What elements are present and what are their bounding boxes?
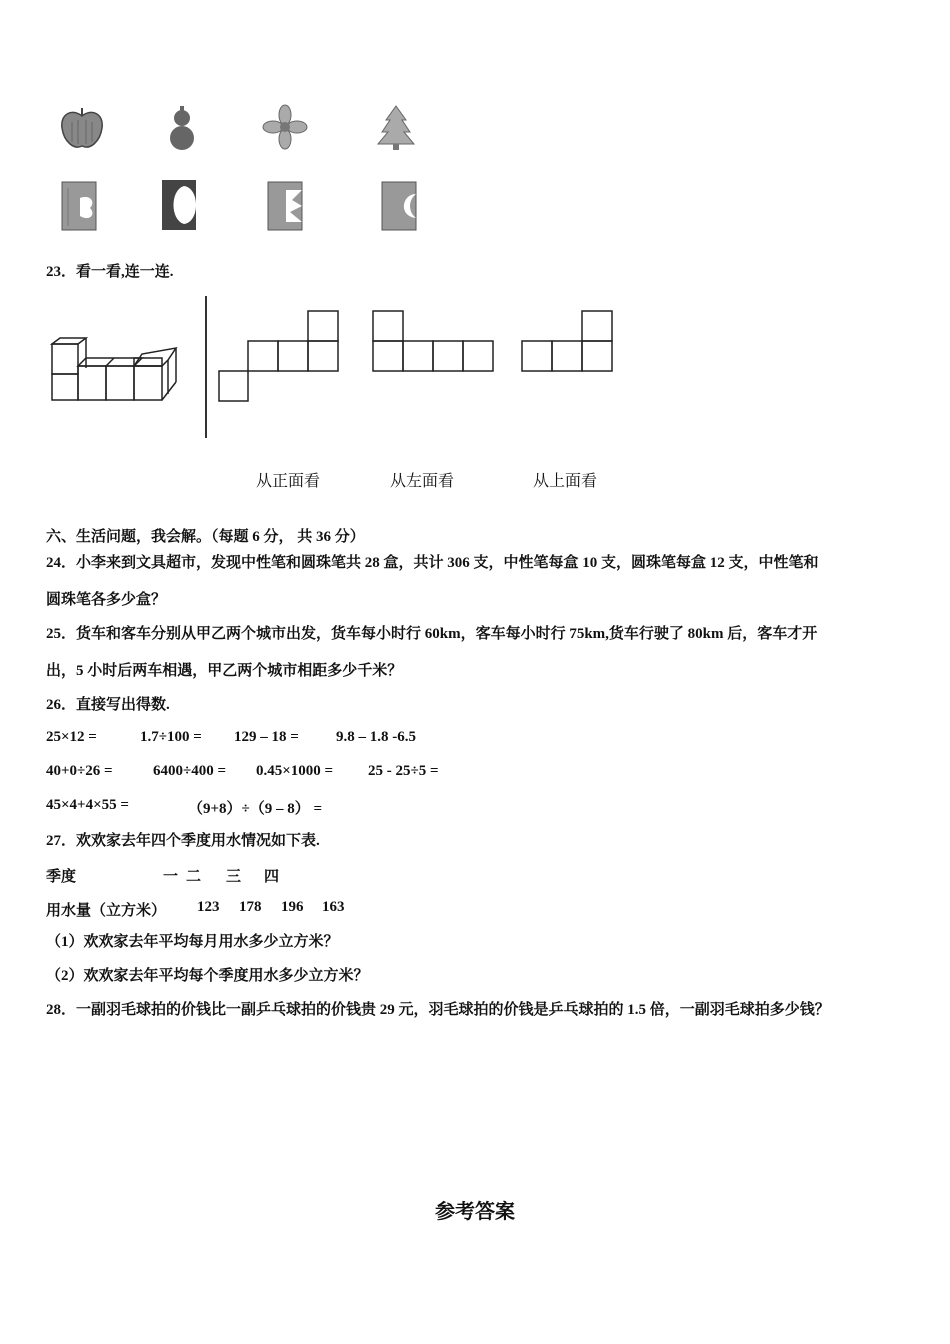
q28-text: 28．一副羽毛球拍的价钱比一副乒乓球拍的价钱贵 29 元，羽毛球拍的价钱是乒乓球拍的 1.5 倍，一副羽毛球拍多少钱？ [46, 1002, 830, 1018]
caption-left-view: 从左面看 [390, 471, 455, 490]
q24-line2: 圆珠笔各多少盒？ [46, 592, 167, 608]
q26-expr: （9+8）÷（9 – 8） = [188, 801, 323, 817]
flower-icon [262, 104, 308, 150]
q27-sub1: （1）欢欢家去年平均每月用水多少立方米？ [46, 934, 339, 950]
apple-icon [58, 104, 106, 152]
q26-expr: 6400÷400 = [153, 763, 227, 779]
q27-usage-value: 178 [239, 899, 262, 915]
view-shape-b [372, 310, 496, 372]
q25-line2: 出，5 小时后两车相遇，甲乙两个城市相距多少千米？ [46, 663, 403, 679]
q23-divider [205, 296, 207, 438]
section6-heading: 六、生活问题，我会解。（每题 6 分， 共 36 分） [46, 529, 365, 545]
q27-usage-value: 123 [197, 899, 220, 915]
caption-top-view: 从上面看 [533, 471, 598, 490]
q26-expr: 1.7÷100 = [140, 729, 202, 745]
q26-expr: 25×12 = [46, 729, 97, 745]
q26-expr: 9.8 – 1.8 -6.5 [336, 729, 416, 745]
q23-cube-figure [44, 330, 194, 410]
cutout-moon [160, 178, 200, 232]
q26-label: 26．直接写出得数. [46, 697, 170, 713]
q26-expr: 25 - 25÷5 = [368, 763, 439, 779]
q27-quarter: 一 [163, 869, 179, 885]
q26-expr: 40+0÷26 = [46, 763, 113, 779]
cutout-e-leaf [60, 180, 100, 232]
q27-usage-value: 196 [281, 899, 304, 915]
q27-quarter: 四 [264, 869, 280, 885]
answers-title: 参考答案 [435, 1199, 515, 1223]
q26-expr: 129 – 18 = [234, 729, 299, 745]
view-shape-a [218, 310, 340, 402]
gourd-icon [160, 104, 204, 152]
tree-icon [376, 104, 416, 152]
q27-usage-value: 163 [322, 899, 345, 915]
cutout-crescent [380, 180, 420, 232]
q25-line1: 25．货车和客车分别从甲乙两个城市出发，货车每小时行 60km，客车每小时行 75km,货车行驶了 80km 后，客车才开 [46, 626, 818, 642]
q27-quarter: 二 [186, 869, 202, 885]
cutout-zigzag [266, 180, 306, 232]
q24-line1: 24．小李来到文具超市，发现中性笔和圆珠笔共 28 盒，共计 306 支，中性笔每盒 10 支，圆珠笔每盒 12 支，中性笔和 [46, 555, 819, 571]
q27-quarter: 三 [226, 869, 242, 885]
q26-expr: 0.45×1000 = [256, 763, 334, 779]
q23-label: 23．看一看,连一连. [46, 264, 174, 280]
q26-expr: 45×4+4×55 = [46, 797, 129, 813]
q27-sub2: （2）欢欢家去年平均每个季度用水多少立方米？ [46, 968, 369, 984]
q27-usage-label: 用水量（立方米） [46, 903, 167, 919]
q27-label: 27．欢欢家去年四个季度用水情况如下表. [46, 833, 320, 849]
q27-header-label: 季度 [46, 869, 77, 885]
caption-front-view: 从正面看 [256, 471, 321, 490]
view-shape-c [521, 310, 615, 372]
